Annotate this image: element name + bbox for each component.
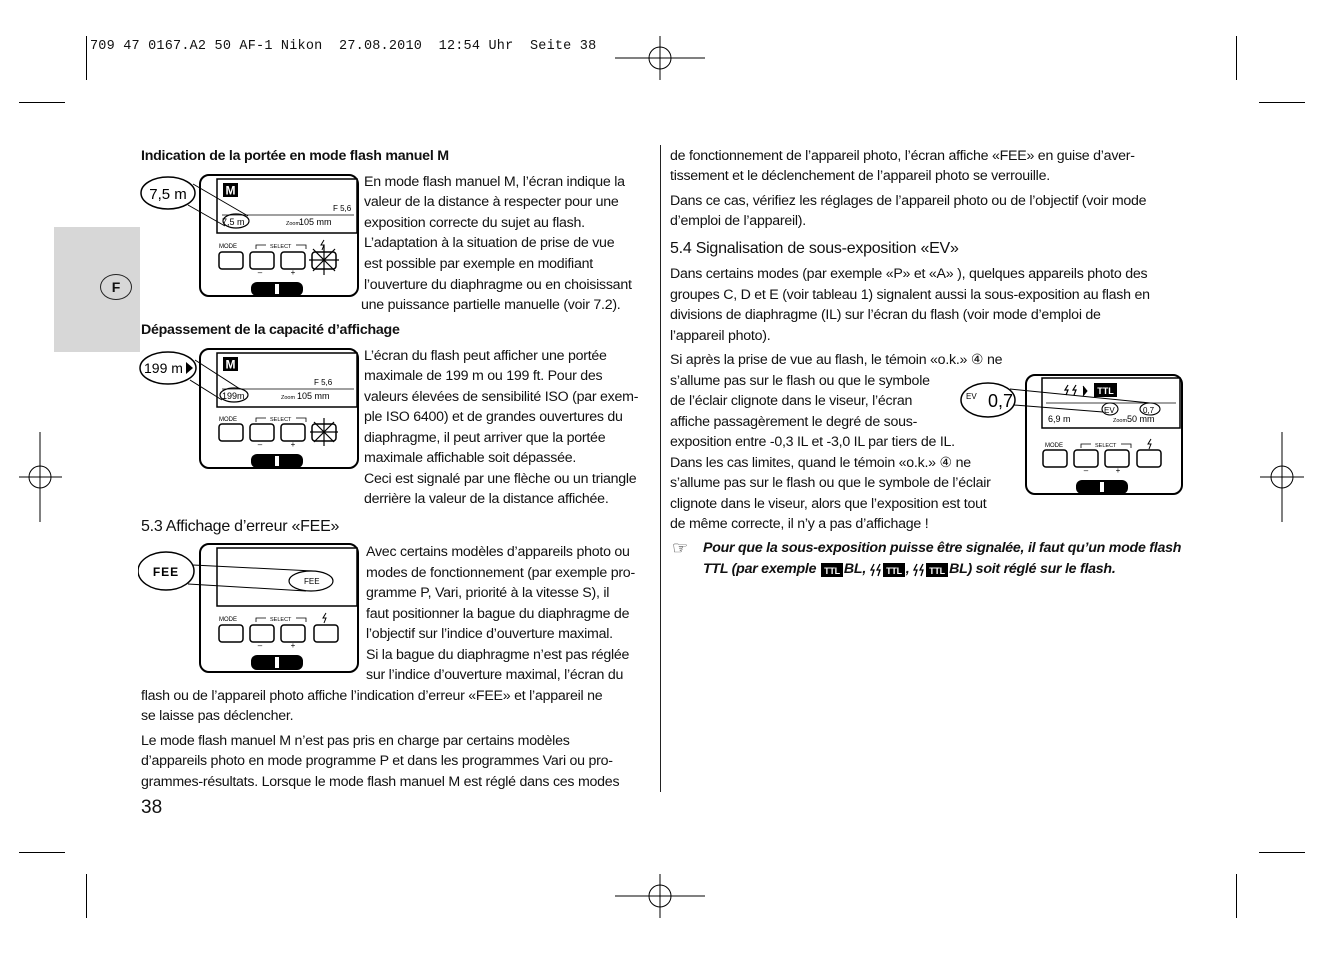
text-line: maximale affichable soit dépassée. bbox=[364, 450, 577, 466]
text-line: se laisse pas déclencher. bbox=[141, 708, 294, 724]
text-line: diaphragme, il peut arriver que la portée bbox=[364, 430, 606, 446]
column-divider bbox=[660, 145, 661, 792]
flash-diagram-ev bbox=[960, 372, 1186, 496]
note-line-2 bbox=[703, 559, 1116, 580]
ttl-badge-icon bbox=[820, 562, 844, 578]
text-line: d’emploi de l’appareil). bbox=[670, 213, 806, 229]
text-line: valeur de la distance à respecter pour une bbox=[364, 194, 619, 210]
text-line: L’écran du flash peut afficher une portée bbox=[364, 348, 607, 364]
pointing-hand-icon: ☞ bbox=[672, 538, 689, 558]
text-line: Si la bague du diaphragme n’est pas réglée bbox=[366, 647, 630, 663]
select-label: SELECT bbox=[270, 244, 292, 250]
flash-diagram-range bbox=[138, 172, 362, 300]
text-line: exposition entre -0,3 IL et -3,0 IL par tiers de IL. bbox=[670, 434, 955, 450]
flash-diagram-overflow bbox=[138, 346, 362, 472]
mode-button-label: MODE bbox=[219, 417, 237, 423]
multi-flash-ttl-icon bbox=[870, 562, 906, 578]
print-header: 709 47 0167.A2 50 AF-1 Nikon 27.08.2010 12:54 Uhr Seite 38 bbox=[90, 39, 597, 54]
note-text: TTL (par exemple bbox=[703, 561, 820, 577]
text-line: de même correcte, il n’y a pas d’affichage ! bbox=[670, 516, 929, 532]
svg-text:TTL: TTL bbox=[824, 565, 840, 576]
text-line: clignote dans le viseur, alors que l’exposition est tout bbox=[670, 496, 987, 512]
note-text: , bbox=[905, 561, 914, 577]
text-line: gramme P, Vari, priorité à la vitesse S), il bbox=[366, 585, 610, 601]
fee-display: FEE bbox=[304, 577, 320, 586]
text-line: Dans les cas limites, quand le témoin «o.k.» ④ ne bbox=[670, 455, 971, 471]
text-line: exposition correcte du sujet au flash. bbox=[364, 215, 585, 231]
text-line: d’appareils photo en mode programme P et dans les programmes Vari ou pro- bbox=[141, 753, 613, 769]
text-line: s’allume pas sur le flash ou que le symbole bbox=[670, 373, 930, 389]
text-line: Le mode flash manuel M n’est pas pris en charge par certains modèles bbox=[141, 733, 570, 749]
zoom-value: 50 mm bbox=[1127, 414, 1155, 424]
zoom-value: 105 mm bbox=[297, 391, 330, 401]
text-line: l’ouverture du diaphragme ou en choisissant bbox=[364, 277, 632, 293]
text-line: l’appareil photo). bbox=[670, 328, 771, 344]
text-line: modes de fonctionnement (par exemple pro- bbox=[366, 565, 635, 581]
mode-m-label: M bbox=[225, 183, 236, 198]
heading-portee: Indication de la portée en mode flash manuel M bbox=[141, 148, 449, 164]
plus-label: + bbox=[290, 440, 296, 449]
svg-text:TTL: TTL bbox=[885, 565, 902, 576]
zoom-label: Zoom bbox=[1113, 418, 1128, 424]
text-line: tissement et le déclenchement de l’appareil photo se verrouille. bbox=[670, 168, 1050, 184]
text-line: Dans certains modes (par exemple «P» et «A» ), quelques appareils photo des bbox=[670, 266, 1148, 282]
text-line: Avec certains modèles d’appareils photo ou bbox=[366, 544, 630, 560]
zoom-label: Zoom bbox=[286, 221, 301, 227]
plus-label: + bbox=[290, 641, 296, 650]
callout-distance: 199 m bbox=[144, 360, 183, 376]
text-line: sur l’indice d’ouverture maximal, l’écran du bbox=[366, 667, 624, 683]
text-line: Ceci est signalé par une flèche ou un triangle bbox=[364, 471, 637, 487]
plus-label: + bbox=[290, 268, 296, 277]
callout-distance: 7,5 m bbox=[149, 186, 187, 203]
mode-button-label: MODE bbox=[219, 617, 237, 623]
ev-value: 0,7 bbox=[1143, 406, 1155, 415]
select-label: SELECT bbox=[1095, 443, 1117, 449]
ttl-indicator: TTL bbox=[1097, 386, 1114, 396]
minus-label: – bbox=[257, 641, 263, 650]
text-line: groupes C, D et E (voir tableau 1) signalent aussi la sous-exposition au flash en bbox=[670, 287, 1150, 303]
aperture-value: F 5,6 bbox=[333, 204, 352, 213]
minus-label: – bbox=[257, 440, 263, 449]
blink-icon bbox=[309, 245, 339, 275]
blink-icon bbox=[310, 418, 338, 446]
text-line: ple ISO 6400) et de grandes ouvertures du bbox=[364, 409, 623, 425]
text-line: s’allume pas sur le flash ou que le symbole de l’éclair bbox=[670, 475, 991, 491]
select-label: SELECT bbox=[270, 617, 292, 623]
plus-label: + bbox=[1115, 466, 1121, 475]
language-tab-label: F bbox=[100, 274, 132, 300]
distance-value: 6,9 m bbox=[1048, 414, 1071, 424]
ev-indicator: EV bbox=[1104, 406, 1115, 415]
note-text: BL, bbox=[843, 561, 870, 577]
callout-ev-value: 0,7 bbox=[988, 391, 1014, 411]
zoom-label: Zoom bbox=[281, 395, 296, 401]
text-line: Si après la prise de vue au flash, le témoin «o.k.» ④ ne bbox=[670, 352, 1003, 368]
page-number: 38 bbox=[141, 797, 163, 818]
heading-depassement: Dépassement de la capacité d’affichage bbox=[141, 322, 400, 338]
heading-ev: 5.4 Signalisation de sous-exposition «EV» bbox=[670, 240, 959, 257]
note-line-1: Pour que la sous-exposition puisse être signalée, il faut qu’un mode flash bbox=[703, 540, 1182, 556]
text-line: flash ou de l’appareil photo affiche l’indication d’erreur «FEE» et l’appareil ne bbox=[141, 688, 603, 704]
svg-text:TTL: TTL bbox=[929, 565, 945, 576]
zoom-value: 105 mm bbox=[299, 217, 332, 227]
mode-button-label: MODE bbox=[1045, 443, 1063, 449]
text-line: divisions de diaphragme (IL) sur l’écran du flash (voir mode d’emploi de bbox=[670, 307, 1101, 323]
callout-ev-label: EV bbox=[966, 392, 977, 401]
text-line: de fonctionnement de l’appareil photo, l’écran affiche «FEE» en guise d’aver- bbox=[670, 148, 1135, 164]
minus-label: – bbox=[257, 268, 263, 277]
mode-m-label: M bbox=[225, 357, 236, 372]
text-line: grammes-résultats. Lorsque le mode flash manuel M est réglé dans ces modes bbox=[141, 774, 620, 790]
text-line: une puissance partielle manuelle (voir 7.2). bbox=[361, 297, 621, 313]
text-line: maximale de 199 m ou 199 ft. Pour des bbox=[364, 368, 603, 384]
text-line: Dans ce cas, vérifiez les réglages de l’appareil photo ou de l’objectif (voir mode bbox=[670, 193, 1147, 209]
flash-diagram-fee bbox=[138, 541, 362, 673]
select-label: SELECT bbox=[270, 417, 292, 423]
distance-value: 199m bbox=[222, 391, 245, 401]
text-line: faut positionner la bague du diaphragme de bbox=[366, 606, 630, 622]
heading-fee: 5.3 Affichage d’erreur «FEE» bbox=[141, 518, 340, 535]
text-line: de l’éclair clignote dans le viseur, l’écran bbox=[670, 393, 913, 409]
callout-fee: FEE bbox=[152, 565, 180, 579]
text-line: derrière la valeur de la distance affichée. bbox=[364, 491, 609, 507]
text-line: affiche passagèrement le degré de sous- bbox=[670, 414, 918, 430]
minus-label: – bbox=[1083, 466, 1089, 475]
multi-flash-ttl-icon bbox=[913, 562, 949, 578]
text-line: valeurs élevées de sensibilité ISO (par exem- bbox=[364, 389, 639, 405]
text-line: L’adaptation à la situation de prise de vue bbox=[364, 235, 615, 251]
text-line: est possible par exemple en modifiant bbox=[364, 256, 593, 272]
mode-button-label: MODE bbox=[219, 244, 237, 250]
text-line: En mode flash manuel M, l’écran indique la bbox=[364, 174, 625, 190]
distance-value: 7,5 m bbox=[222, 217, 245, 227]
note-text: BL) soit réglé sur le flash. bbox=[949, 561, 1116, 577]
text-line: l’objectif sur l’indice d’ouverture maximal. bbox=[366, 626, 613, 642]
aperture-value: F 5,6 bbox=[314, 378, 333, 387]
